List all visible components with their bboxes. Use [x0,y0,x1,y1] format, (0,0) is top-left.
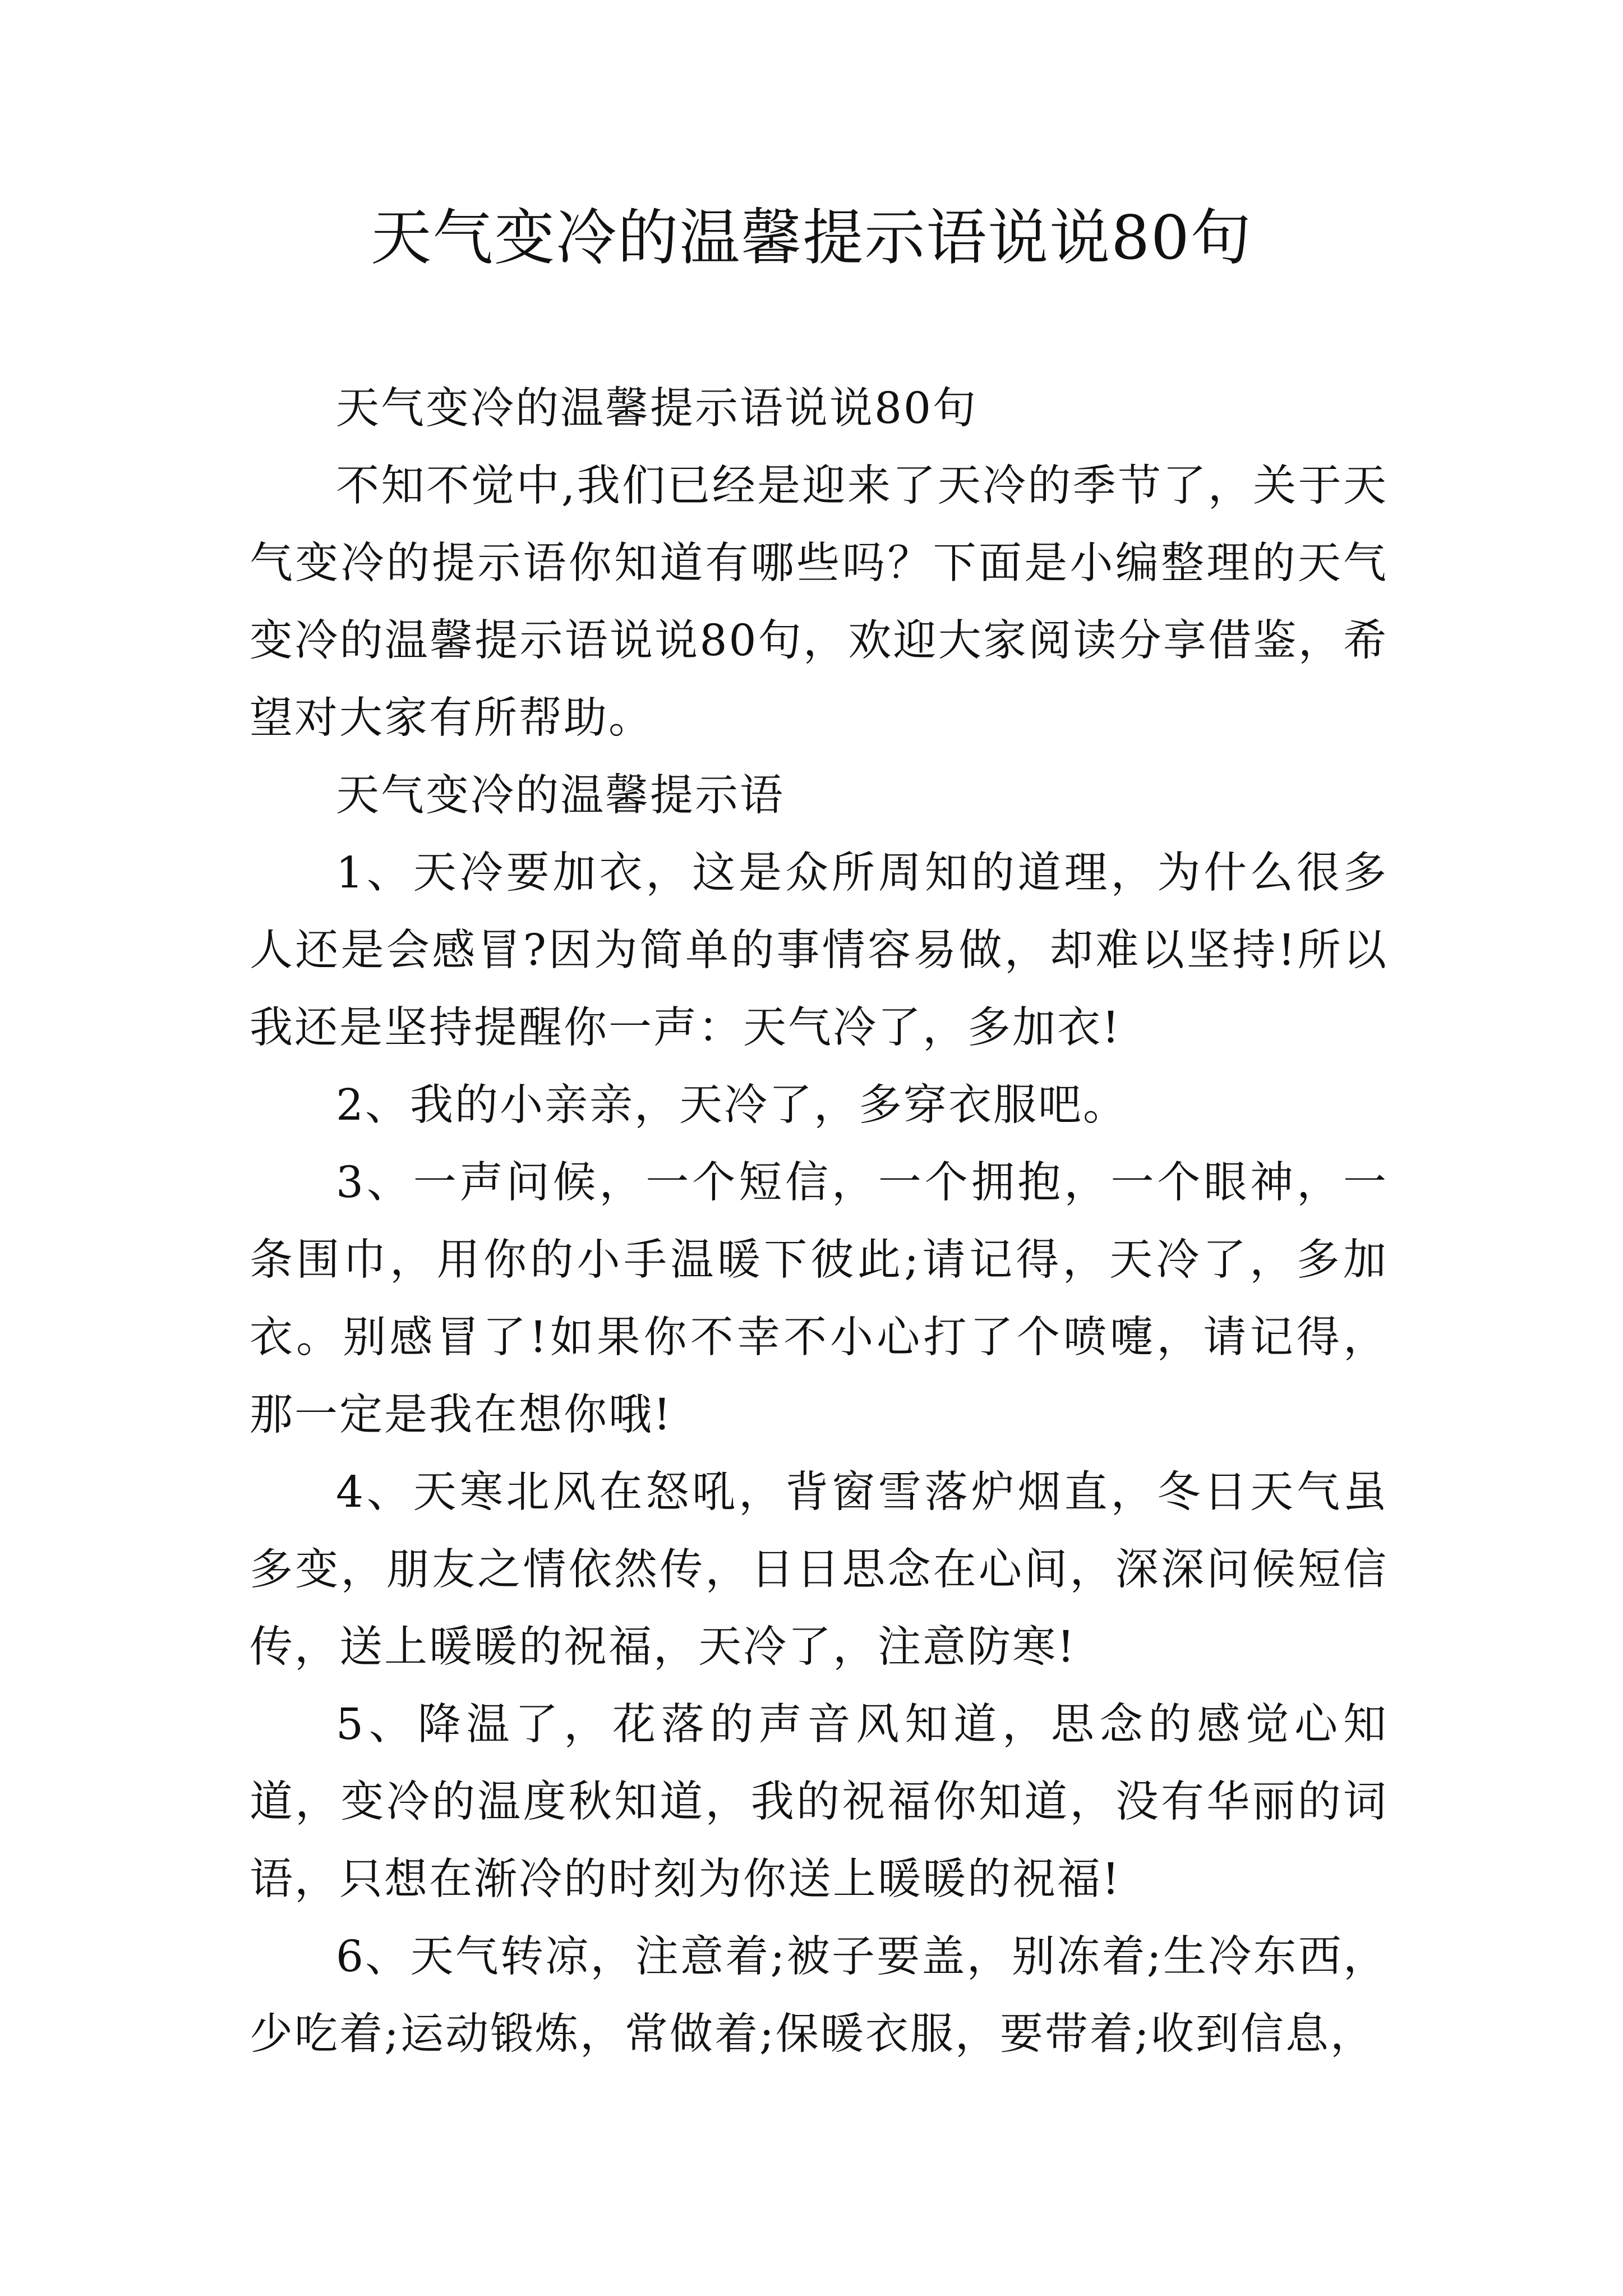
document-title: 天气变冷的温馨提示语说说80句 [371,203,1252,273]
paragraph-item-5: 5、降温了，花落的声音风知道，思念的感觉心知道，变冷的温度秋知道，我的祝福你知道，没有华丽的词语，只想在渐冷的时刻为你送上暖暖的祝福! [250,1700,1388,1904]
paragraph-intro: 不知不觉中,我们已经是迎来了天冷的季节了，关于天气变冷的提示语你知道有哪些吗？下面是小编整理的天气变冷的温馨提示语说说80句，欢迎大家阅读分享借鉴，希望对大家有所帮助。 [250,461,1388,743]
paragraph-item-4: 4、天寒北风在怒吼，背窗雪落炉烟直，冬日天气虽多变，朋友之情依然传，日日思念在心间，深深问候短信传，送上暖暖的祝福，天冷了，注意防寒! [250,1467,1388,1672]
paragraph-item-6: 6、天气转凉，注意着;被子要盖，别冻着;生冷东西，少吃着;运动锻炼，常做着;保暖衣服，要带着;收到信息， [250,1932,1388,2059]
paragraph-item-1: 1、天冷要加衣，这是众所周知的道理，为什么很多人还是会感冒?因为简单的事情容易做，却难以坚持!所以我还是坚持提醒你一声：天气冷了，多加衣! [250,848,1388,1053]
paragraph-section-heading: 天气变冷的温馨提示语 [336,771,785,821]
paragraph-item-2: 2、我的小亲亲，天冷了，多穿衣服吧。 [336,1080,1128,1130]
document-body [250,370,1388,2073]
paragraph-item-3: 3、一声问候，一个短信，一个拥抱，一个眼神，一条围巾，用你的小手温暖下彼此;请记得，天冷了，多加衣。别感冒了!如果你不幸不小心打了个喷嚏，请记得，那一定是我在想你哦! [250,1158,1388,1440]
paragraph-subtitle: 天气变冷的温馨提示语说说80句 [336,384,978,434]
